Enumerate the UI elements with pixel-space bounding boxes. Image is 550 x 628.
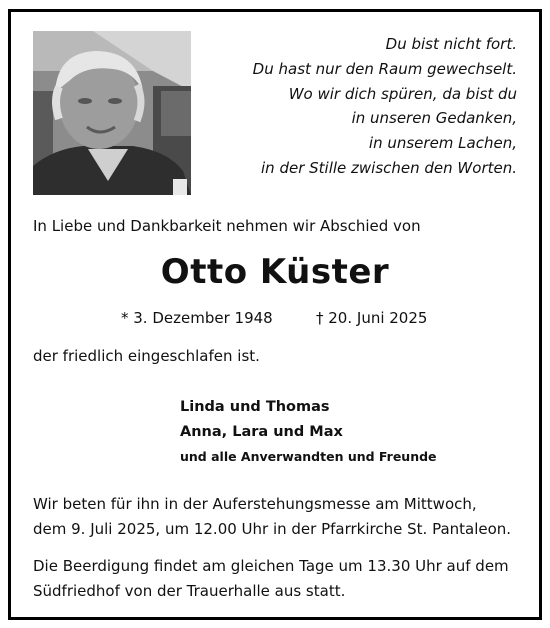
burial-info (33, 554, 509, 604)
poem-line: Wo wir dich spüren, da bist du (288, 84, 517, 103)
portrait-photo (33, 31, 191, 195)
mourners-list (180, 395, 437, 469)
intro-text: In Liebe und Dankbarkeit nehmen wir Abschied von (33, 217, 421, 235)
poem-line: Du bist nicht fort. (385, 35, 517, 53)
poem-line: in unserem Lachen, (368, 134, 517, 153)
burial-line: Die Beerdigung findet am gleichen Tage um 13.30 Uhr auf dem (33, 557, 509, 575)
mourner-line: Linda und Thomas (180, 399, 330, 415)
mourner-line: Anna, Lara und Max (180, 424, 343, 440)
deceased-name: Otto Küster (160, 252, 390, 292)
mass-line: Wir beten für ihn in der Auferstehungsmesse am Mittwoch, (33, 495, 477, 513)
burial-line: Südfriedhof von der Trauerhalle aus statt. (33, 582, 346, 600)
mass-info (33, 492, 511, 542)
mass-line: dem 9. Juli 2025, um 12.00 Uhr in der Pfarrkirche St. Pantaleon. (33, 520, 512, 538)
birth-date: * 3. Dezember 1948 (121, 309, 273, 327)
poem-line: in unseren Gedanken, (351, 109, 517, 128)
memorial-poem (217, 32, 517, 181)
death-date: † 20. Juni 2025 (316, 309, 428, 327)
poem-line: Du hast nur den Raum gewechselt. (252, 59, 517, 78)
poem-line: in der Stille zwischen den Worten. (261, 158, 517, 177)
passed-text: der friedlich eingeschlafen ist. (33, 347, 260, 365)
mourner-line: und alle Anverwandten und Freunde (180, 449, 437, 464)
